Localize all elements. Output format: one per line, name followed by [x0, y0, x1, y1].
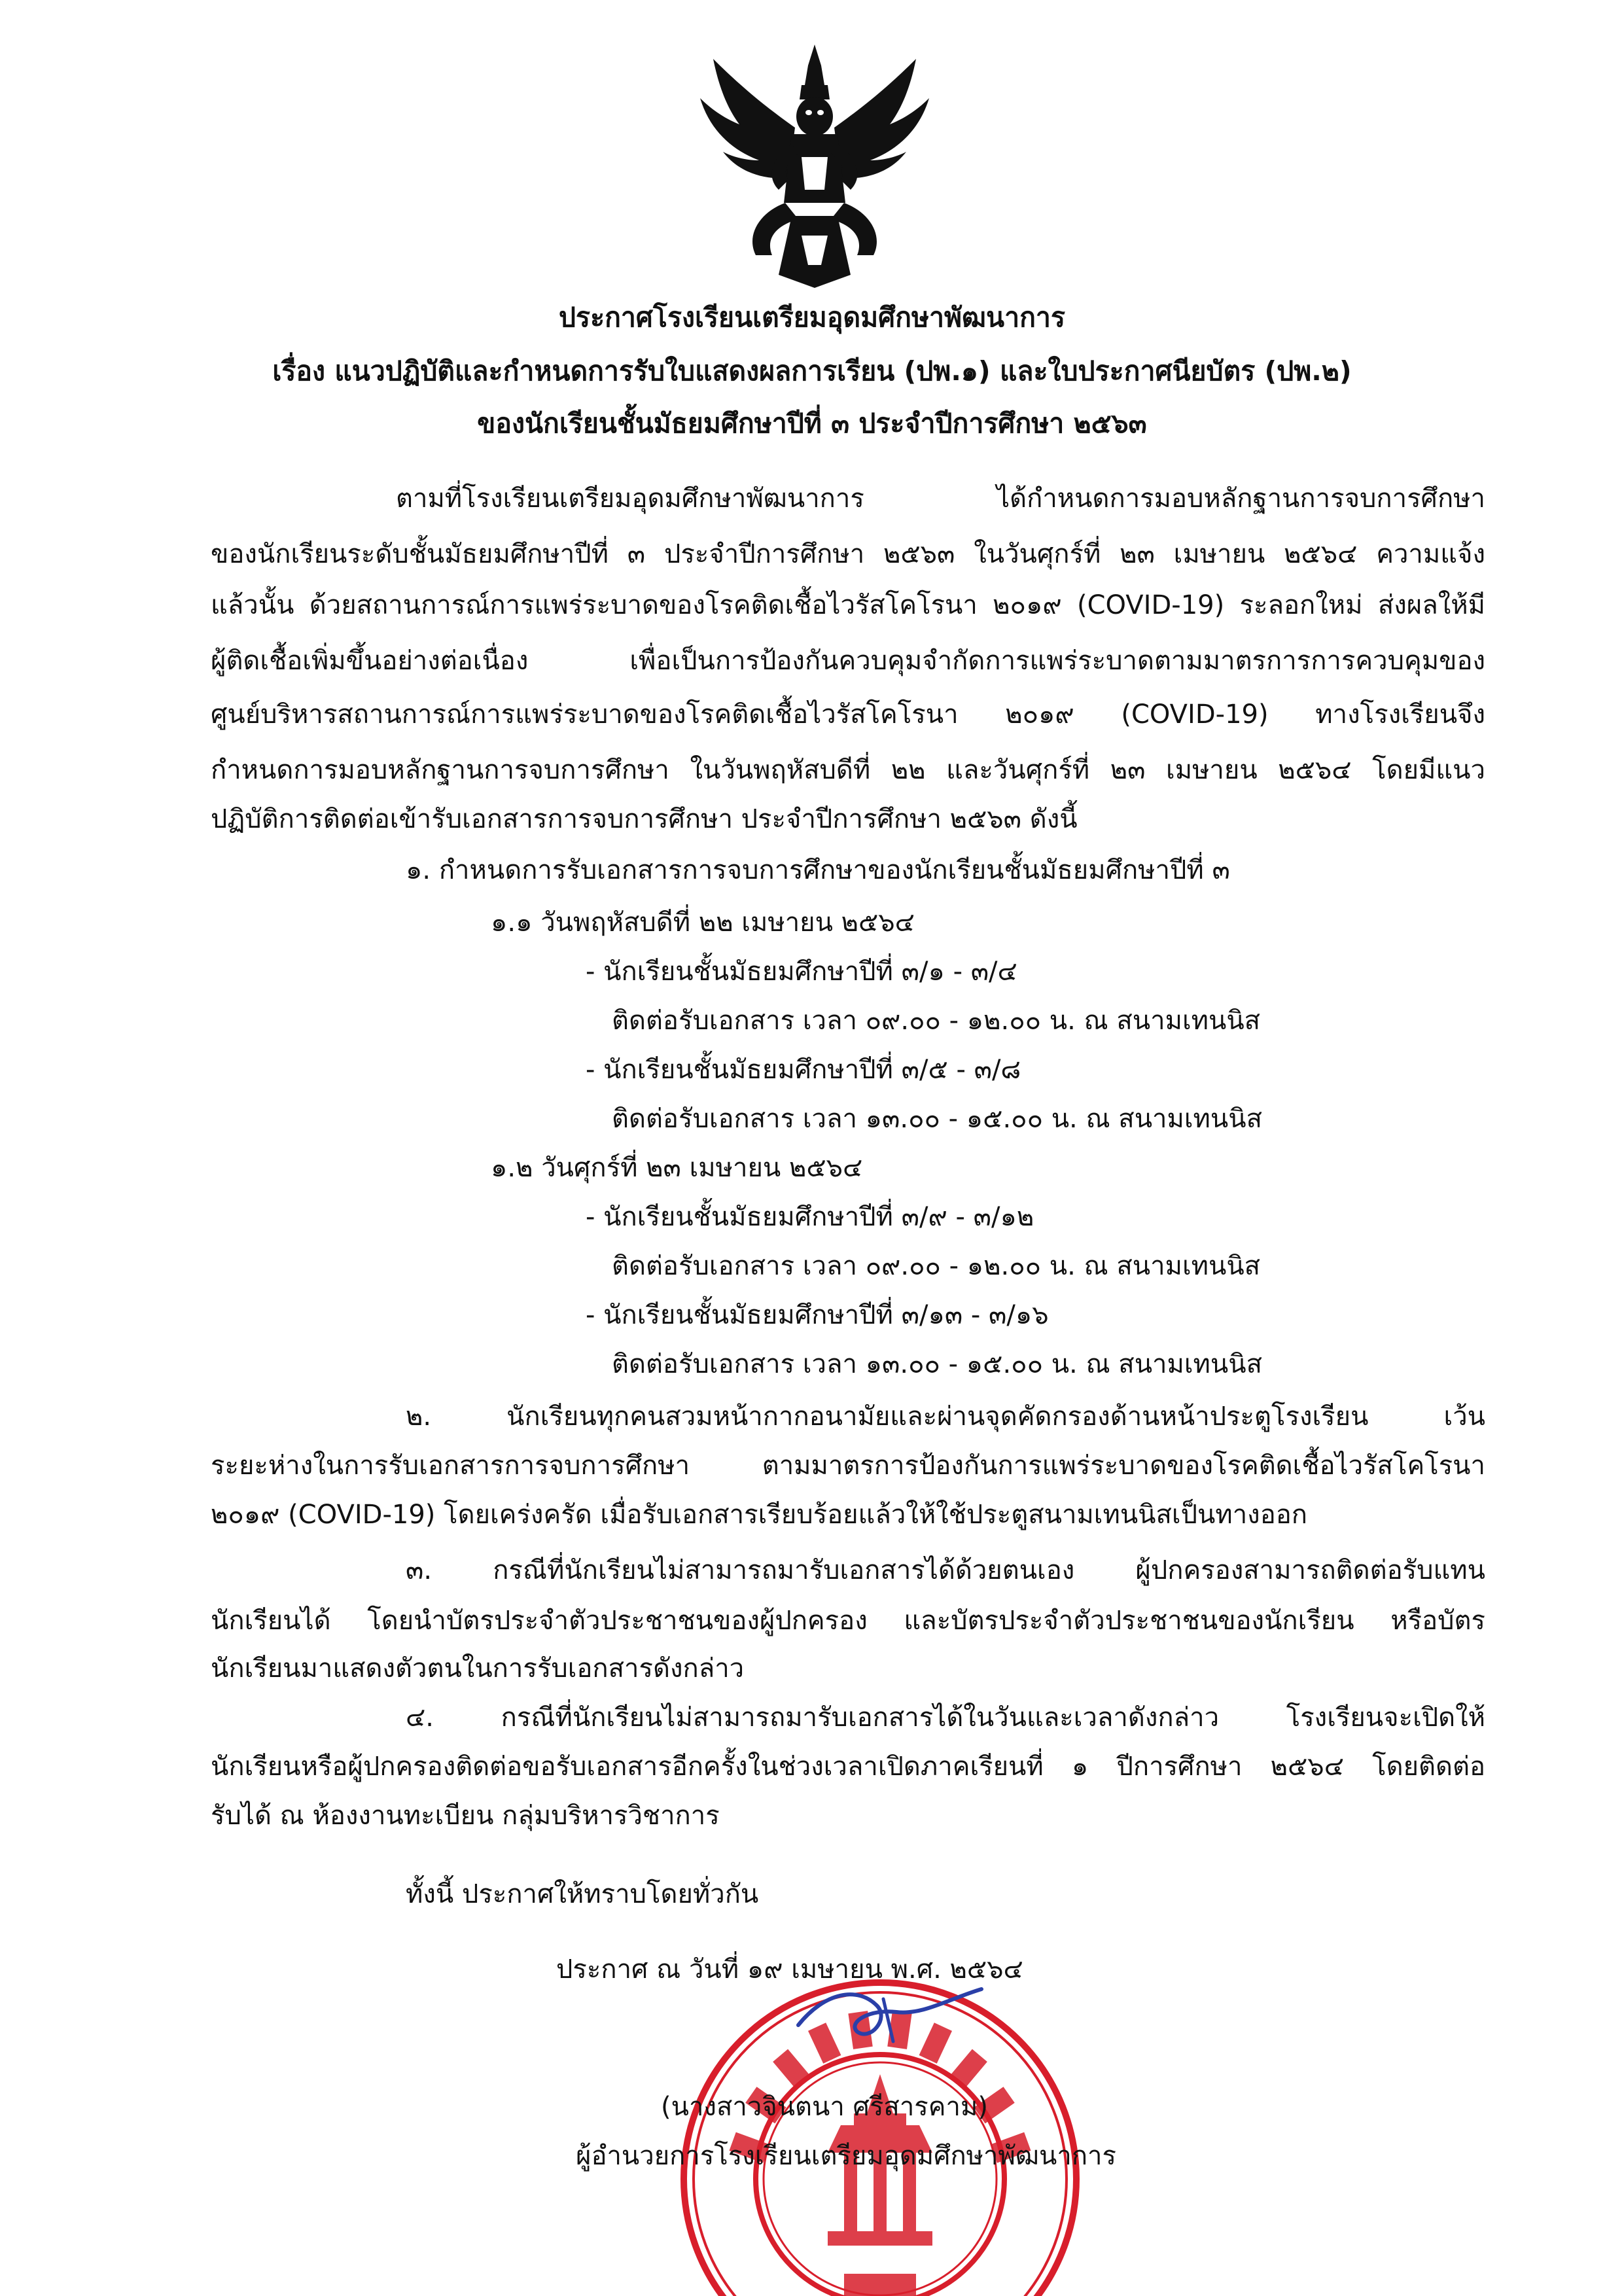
day1-group1: - นักเรียนชั้นมัธยมศึกษาปีที่ ๓/๑ - ๓/๔ — [586, 957, 1017, 987]
item4-line: นักเรียนหรือผู้ปกครองติดต่อขอรับเอกสารอีกครั้งในช่วงเวลาเปิดภาคเรียนที่ ๑ ปีการศึกษา ๒๕๖๔ โดยติดต่อ — [211, 1752, 1485, 1782]
day2-time1: ติดต่อรับเอกสาร เวลา ๐๙.๐๐ - ๑๒.๐๐ น. ณ สนามเทนนิส — [612, 1251, 1261, 1281]
garuda-emblem-icon — [694, 39, 936, 291]
intro-line: ตามที่โรงเรียนเตรียมอุดมศึกษาพัฒนาการ ได้กำหนดการมอบหลักฐานการจบการศึกษา — [396, 484, 1485, 514]
day1-label: ๑.๑ วันพฤหัสบดีที่ ๒๒ เมษายน ๒๕๖๔ — [491, 908, 915, 938]
day2-group2: - นักเรียนชั้นมัธยมศึกษาปีที่ ๓/๑๓ - ๓/๑๖ — [586, 1300, 1049, 1330]
announcement-subject-cont: ของนักเรียนชั้นมัธยมศึกษาปีที่ ๓ ประจำปีการศึกษา ๒๕๖๓ — [477, 408, 1147, 439]
signer-title: ผู้อำนวยการโรงเรียนเตรียมอุดมศึกษาพัฒนาการ — [576, 2141, 1116, 2171]
item2-line: ระยะห่างในการรับเอกสารการจบการศึกษา ตามมาตรการป้องกันการแพร่ระบาดของโรคติดเชื้อไวรัสโคโรนา — [211, 1451, 1485, 1481]
day1-group2: - นักเรียนชั้นมัธยมศึกษาปีที่ ๓/๕ - ๓/๘ — [586, 1055, 1021, 1085]
intro-line: ปฏิบัติการติดต่อเข้ารับเอกสารการจบการศึกษา ประจำปีการศึกษา ๒๕๖๓ ดังนี้ — [211, 804, 1078, 834]
item3-line: นักเรียนมาแสดงตัวตนในการรับเอกสารดังกล่าว — [211, 1653, 745, 1684]
closing-statement: ทั้งนี้ ประกาศให้ทราบโดยทั่วกัน — [406, 1879, 759, 1909]
day2-label: ๑.๒ วันศุกร์ที่ ๒๓ เมษายน ๒๕๖๔ — [491, 1153, 863, 1183]
day2-group1: - นักเรียนชั้นมัธยมศึกษาปีที่ ๓/๙ - ๓/๑๒ — [586, 1202, 1034, 1232]
item3-line: นักเรียนได้ โดยนำบัตรประจำตัวประชาชนของผู้ปกครอง และบัตรประจำตัวประชาชนของนักเรียน หรือบัตร — [211, 1606, 1485, 1636]
announcement-subject: เรื่อง แนวปฏิบัติและกำหนดการรับใบแสดงผลการเรียน (ปพ.๑) และใบประกาศนียบัตร (ปพ.๒) — [272, 355, 1352, 387]
signer-name: (นางสาวจินตนา ศรีสารคาม) — [661, 2092, 988, 2122]
schedule-heading: ๑. กำหนดการรับเอกสารการจบการศึกษาของนักเรียนชั้นมัธยมศึกษาปีที่ ๓ — [406, 855, 1230, 885]
day1-time2: ติดต่อรับเอกสาร เวลา ๑๓.๐๐ - ๑๕.๐๐ น. ณ สนามเทนนิส — [612, 1104, 1263, 1134]
item4-line: รับได้ ณ ห้องงานทะเบียน กลุ่มบริหารวิชาการ — [211, 1801, 720, 1831]
intro-line: ผู้ติดเชื้อเพิ่มขึ้นอย่างต่อเนื่อง เพื่อเป็นการป้องกันควบคุมจำกัดการแพร่ระบาดตามมาตรการการควบคุมของ — [211, 646, 1485, 676]
item4-line: ๔. กรณีที่นักเรียนไม่สามารถมารับเอกสารได้ในวันและเวลาดังกล่าว โรงเรียนจะเปิดให้ — [406, 1703, 1485, 1733]
announcement-title: ประกาศโรงเรียนเตรียมอุดมศึกษาพัฒนาการ — [559, 302, 1065, 333]
item2-line: ๒. นักเรียนทุกคนสวมหน้ากากอนามัยและผ่านจุดคัดกรองด้านหน้าประตูโรงเรียน เว้น — [406, 1402, 1485, 1432]
handwritten-signature — [785, 1979, 995, 2051]
item3-line: ๓. กรณีที่นักเรียนไม่สามารถมารับเอกสารได้ด้วยตนเอง ผู้ปกครองสามารถติดต่อรับแทน — [406, 1555, 1485, 1585]
day1-time1: ติดต่อรับเอกสาร เวลา ๐๙.๐๐ - ๑๒.๐๐ น. ณ สนามเทนนิส — [612, 1006, 1261, 1036]
intro-line: ของนักเรียนระดับชั้นมัธยมศึกษาปีที่ ๓ ประจำปีการศึกษา ๒๕๖๓ ในวันศุกร์ที่ ๒๓ เมษายน ๒๕๖๔ ความแจ้ง — [211, 539, 1485, 569]
day2-time2: ติดต่อรับเอกสาร เวลา ๑๓.๐๐ - ๑๕.๐๐ น. ณ สนามเทนนิส — [612, 1349, 1263, 1379]
announcement-date: ประกาศ ณ วันที่ ๑๙ เมษายน พ.ศ. ๒๕๖๔ — [556, 1954, 1023, 1985]
intro-line: ศูนย์บริหารสถานการณ์การแพร่ระบาดของโรคติดเชื้อไวรัสโคโรนา ๒๐๑๙ (COVID-19) ทางโรงเรียนจึง — [211, 699, 1486, 730]
intro-line: กำหนดการมอบหลักฐานการจบการศึกษา ในวันพฤหัสบดีที่ ๒๒ และวันศุกร์ที่ ๒๓ เมษายน ๒๕๖๔ โดยมีแนว — [211, 755, 1485, 785]
intro-line: แล้วนั้น ด้วยสถานการณ์การแพร่ระบาดของโรคติดเชื้อไวรัสโคโรนา ๒๐๑๙ (COVID-19) ระลอกใหม่ ส่งผลให้มี — [211, 590, 1485, 620]
item2-line: ๒๐๑๙ (COVID-19) โดยเคร่งครัด เมื่อรับเอกสารเรียบร้อยแล้วให้ใช้ประตูสนามเทนนิสเป็นทางออก — [211, 1500, 1307, 1530]
